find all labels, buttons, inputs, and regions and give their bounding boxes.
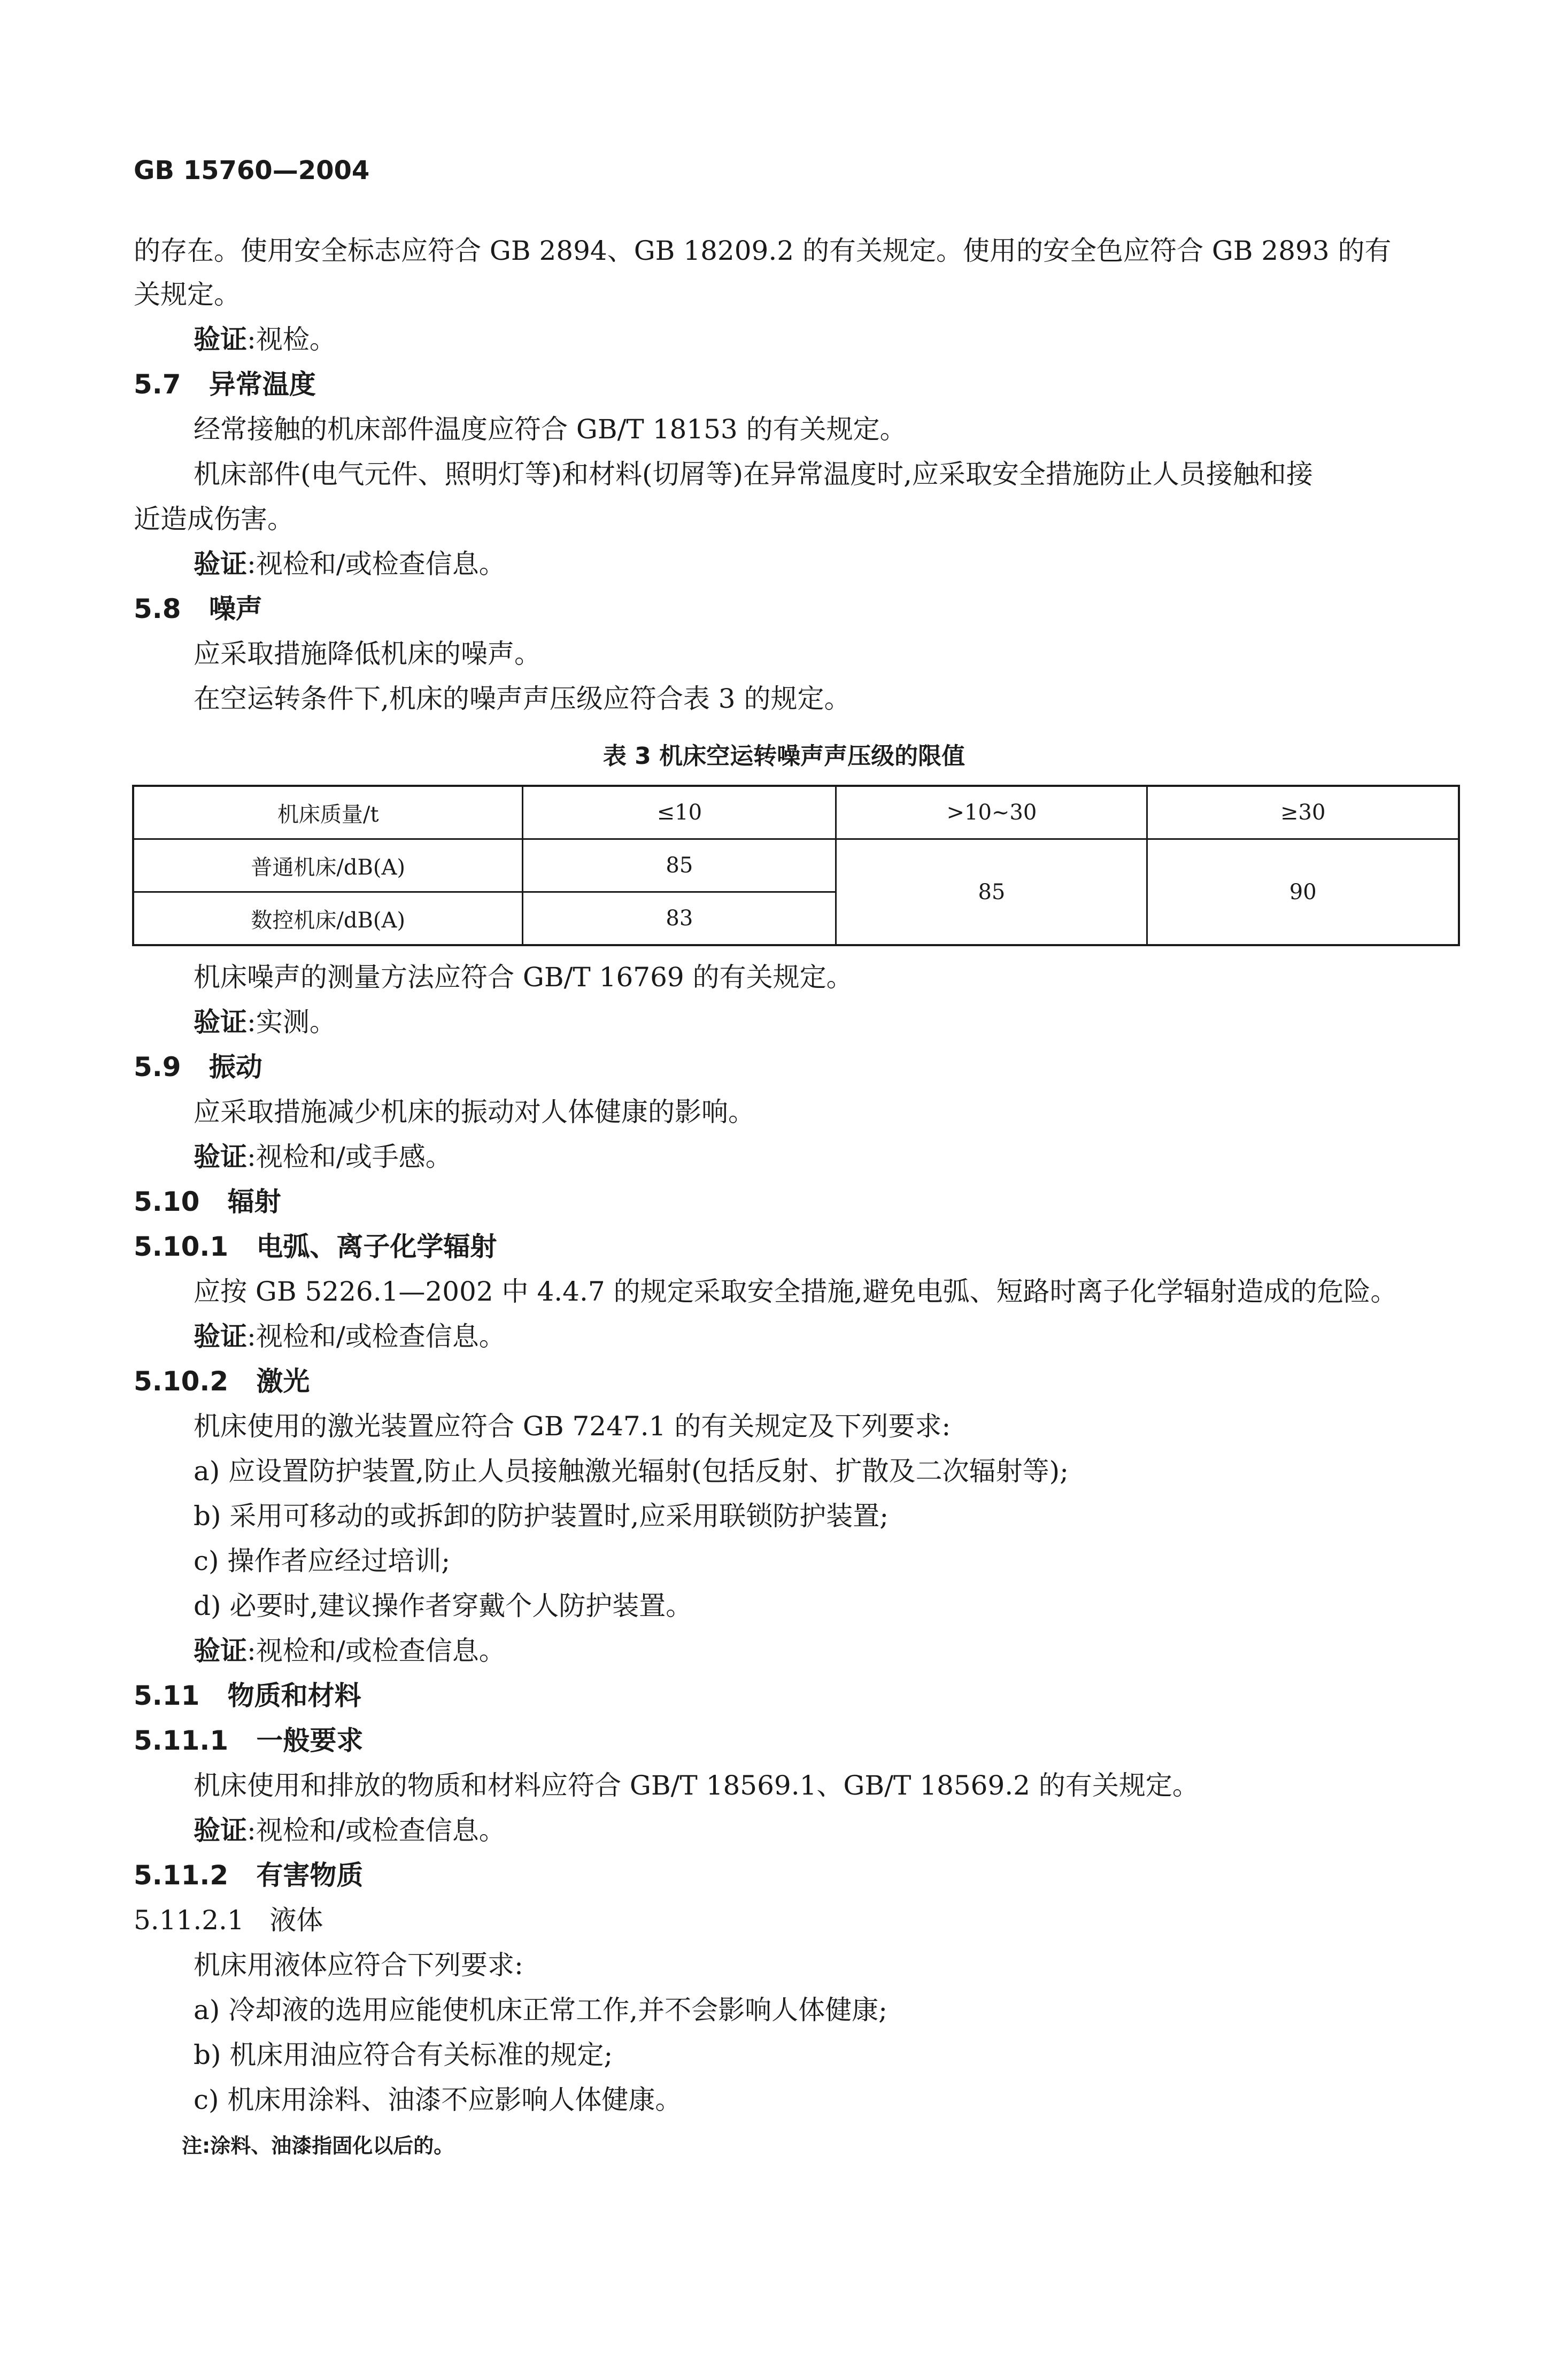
- list-item: c) 机床用涂料、油漆不应影响人体健康。: [194, 2084, 682, 2115]
- section-heading-5-11: [134, 1679, 361, 1712]
- verification-line: [194, 323, 336, 356]
- section-number: 5.11.2: [134, 1860, 229, 1891]
- paragraph-line: 应按 GB 5226.1—2002 中 4.4.7 的规定采取安全措施,避免电弧、短路时离子化学辐射造成的危险。: [194, 1276, 1397, 1307]
- noise-limit-table: [132, 785, 1460, 946]
- list-item: a) 应设置防护装置,防止人员接触激光辐射(包括反射、扩散及二次辐射等);: [194, 1456, 1069, 1487]
- section-heading-5-8: [134, 592, 262, 625]
- section-title: 激光: [256, 1366, 310, 1397]
- verification-text: :视检和/或检查信息。: [247, 1815, 506, 1846]
- section-heading-5-11-1: [134, 1724, 363, 1757]
- section-title: 异常温度: [208, 369, 316, 400]
- verification-label: 验证: [194, 1141, 247, 1172]
- table-cell: 90: [1147, 839, 1459, 946]
- table-header-cell: 机床质量/t: [133, 786, 523, 839]
- table-cell: 85: [836, 839, 1147, 946]
- section-number: 5.10.1: [134, 1231, 229, 1262]
- section-number: 5.10.2: [134, 1366, 229, 1397]
- verification-text: :视检和/或检查信息。: [247, 1321, 506, 1352]
- paragraph-line: 经常接触的机床部件温度应符合 GB/T 18153 的有关规定。: [194, 414, 907, 445]
- table-header-cell: ≥30: [1147, 786, 1459, 839]
- list-item: b) 采用可移动的或拆卸的防护装置时,应采用联锁防护装置;: [194, 1501, 889, 1532]
- paragraph-line: 的存在。使用安全标志应符合 GB 2894、GB 18209.2 的有关规定。使用的安全色应符合 GB 2893 的有: [134, 235, 1392, 266]
- section-title: 物质和材料: [227, 1680, 361, 1711]
- verification-line: [194, 1006, 336, 1039]
- list-item: d) 必要时,建议操作者穿戴个人防护装置。: [194, 1590, 693, 1621]
- paragraph-line: 应采取措施减少机床的振动对人体健康的影响。: [194, 1096, 755, 1127]
- table-row-label: 数控机床/dB(A): [133, 892, 523, 946]
- table-row: [133, 839, 1459, 892]
- section-number: 5.11: [134, 1680, 200, 1711]
- section-heading-5-7: [134, 368, 316, 401]
- section-number: 5.8: [134, 593, 181, 624]
- paragraph-line: 机床用液体应符合下列要求:: [194, 1950, 523, 1981]
- section-number: 5.10: [134, 1186, 200, 1217]
- paragraph-line: 机床使用的激光装置应符合 GB 7247.1 的有关规定及下列要求:: [194, 1411, 951, 1442]
- verification-label: 验证: [194, 1815, 247, 1846]
- paragraph-line: 在空运转条件下,机床的噪声声压级应符合表 3 的规定。: [194, 683, 851, 714]
- section-title: 液体: [269, 1905, 323, 1936]
- verification-label: 验证: [194, 1635, 247, 1666]
- table-header-cell: ≤10: [523, 786, 836, 839]
- verification-label: 验证: [194, 1007, 247, 1038]
- verification-line: [194, 1140, 452, 1173]
- verification-text: :实测。: [247, 1007, 336, 1038]
- section-heading-5-10: [134, 1185, 281, 1218]
- verification-label: 验证: [194, 1321, 247, 1352]
- table-row-label: 普通机床/dB(A): [133, 839, 523, 892]
- section-number: 5.11.2.1: [134, 1905, 244, 1936]
- verification-text: :视检和/或手感。: [247, 1141, 452, 1172]
- paragraph-line: 机床部件(电气元件、照明灯等)和材料(切屑等)在异常温度时,应采取安全措施防止人员接触和接: [194, 459, 1313, 490]
- section-title: 一般要求: [256, 1725, 364, 1756]
- verification-text: :视检和/或检查信息。: [247, 548, 506, 579]
- table-header-cell: >10~30: [836, 786, 1147, 839]
- section-title: 噪声: [208, 593, 262, 624]
- verification-line: [194, 1634, 506, 1667]
- paragraph-line: 机床噪声的测量方法应符合 GB/T 16769 的有关规定。: [194, 962, 853, 993]
- verification-text: :视检。: [247, 324, 336, 355]
- verification-label: 验证: [194, 324, 247, 355]
- section-title: 有害物质: [256, 1860, 364, 1891]
- list-item: c) 操作者应经过培训;: [194, 1545, 451, 1576]
- list-item: b) 机床用油应符合有关标准的规定;: [194, 2039, 613, 2070]
- section-title: 辐射: [227, 1186, 281, 1217]
- paragraph-line: 机床使用和排放的物质和材料应符合 GB/T 18569.1、GB/T 18569.2 的有关规定。: [194, 1770, 1199, 1801]
- paragraph-line: 应采取措施降低机床的噪声。: [194, 638, 541, 669]
- section-number: 5.9: [134, 1052, 181, 1083]
- table-caption: 表 3 机床空运转噪声声压级的限值: [603, 743, 965, 770]
- section-heading-5-11-2: [134, 1859, 363, 1892]
- verification-line: [194, 1814, 506, 1847]
- section-title: 电弧、离子化学辐射: [256, 1231, 497, 1262]
- list-item: a) 冷却液的选用应能使机床正常工作,并不会影响人体健康;: [194, 1994, 887, 2025]
- paragraph-line: 近造成伤害。: [134, 504, 294, 535]
- table-cell: 85: [523, 839, 836, 892]
- verification-label: 验证: [194, 548, 247, 579]
- table-header-row: [133, 786, 1459, 839]
- table-cell: 83: [523, 892, 836, 946]
- section-number: 5.7: [134, 369, 181, 400]
- section-number: 5.11.1: [134, 1725, 229, 1756]
- note-line: 注:涂料、油漆指固化以后的。: [182, 2134, 454, 2158]
- verification-line: [194, 1320, 506, 1353]
- section-title: 振动: [208, 1052, 262, 1083]
- verification-text: :视检和/或检查信息。: [247, 1635, 506, 1666]
- section-heading-5-9: [134, 1050, 262, 1084]
- standard-header: GB 15760—2004: [134, 156, 370, 185]
- section-heading-5-10-2: [134, 1365, 310, 1398]
- section-heading-5-10-1: [134, 1230, 497, 1263]
- paragraph-line: 关规定。: [134, 279, 241, 310]
- verification-line: [194, 547, 506, 581]
- section-heading-5-11-2-1: [134, 1904, 323, 1937]
